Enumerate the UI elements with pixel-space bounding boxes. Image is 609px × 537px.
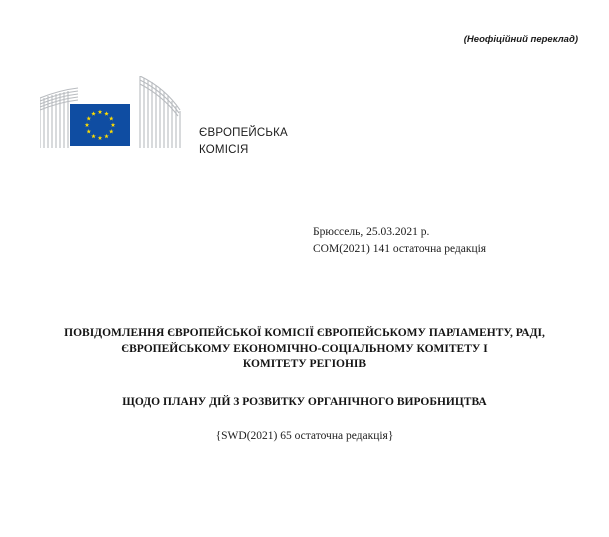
title-line-3: КОМІТЕТУ РЕГІОНІВ [242, 358, 367, 370]
institution-line-1: ЄВРОПЕЙСЬКА [199, 127, 288, 139]
institution-line-2: КОМІСІЯ [199, 144, 249, 156]
place-date: Брюссель, 25.03.2021 р. [313, 226, 430, 238]
building-right-icon [140, 76, 180, 148]
document-title [0, 326, 609, 373]
document-meta [313, 224, 486, 258]
title-line-2: ЄВРОПЕЙСЬКОМУ ЕКОНОМІЧНО-СОЦІАЛЬНОМУ КОМІТЕТУ І [121, 342, 488, 355]
translation-note: (Неофіційний переклад) [463, 34, 578, 45]
document-subtitle: ЩОДО ПЛАНУ ДІЙ З РОЗВИТКУ ОРГАНІЧНОГО ВИРОБНИЦТВА [122, 396, 487, 408]
institution-name [199, 125, 288, 159]
eu-commission-logo-icon [40, 76, 185, 156]
title-line-1: ПОВІДОМЛЕННЯ ЄВРОПЕЙСЬКОЇ КОМІСІЇ ЄВРОПЕЙСЬКОМУ ПАРЛАМЕНТУ, РАДІ, [64, 327, 545, 339]
logo-graphic [40, 76, 185, 156]
swd-reference: {SWD(2021) 65 остаточна редакція} [215, 430, 394, 442]
document-reference: COM(2021) 141 остаточна редакція [313, 243, 487, 255]
